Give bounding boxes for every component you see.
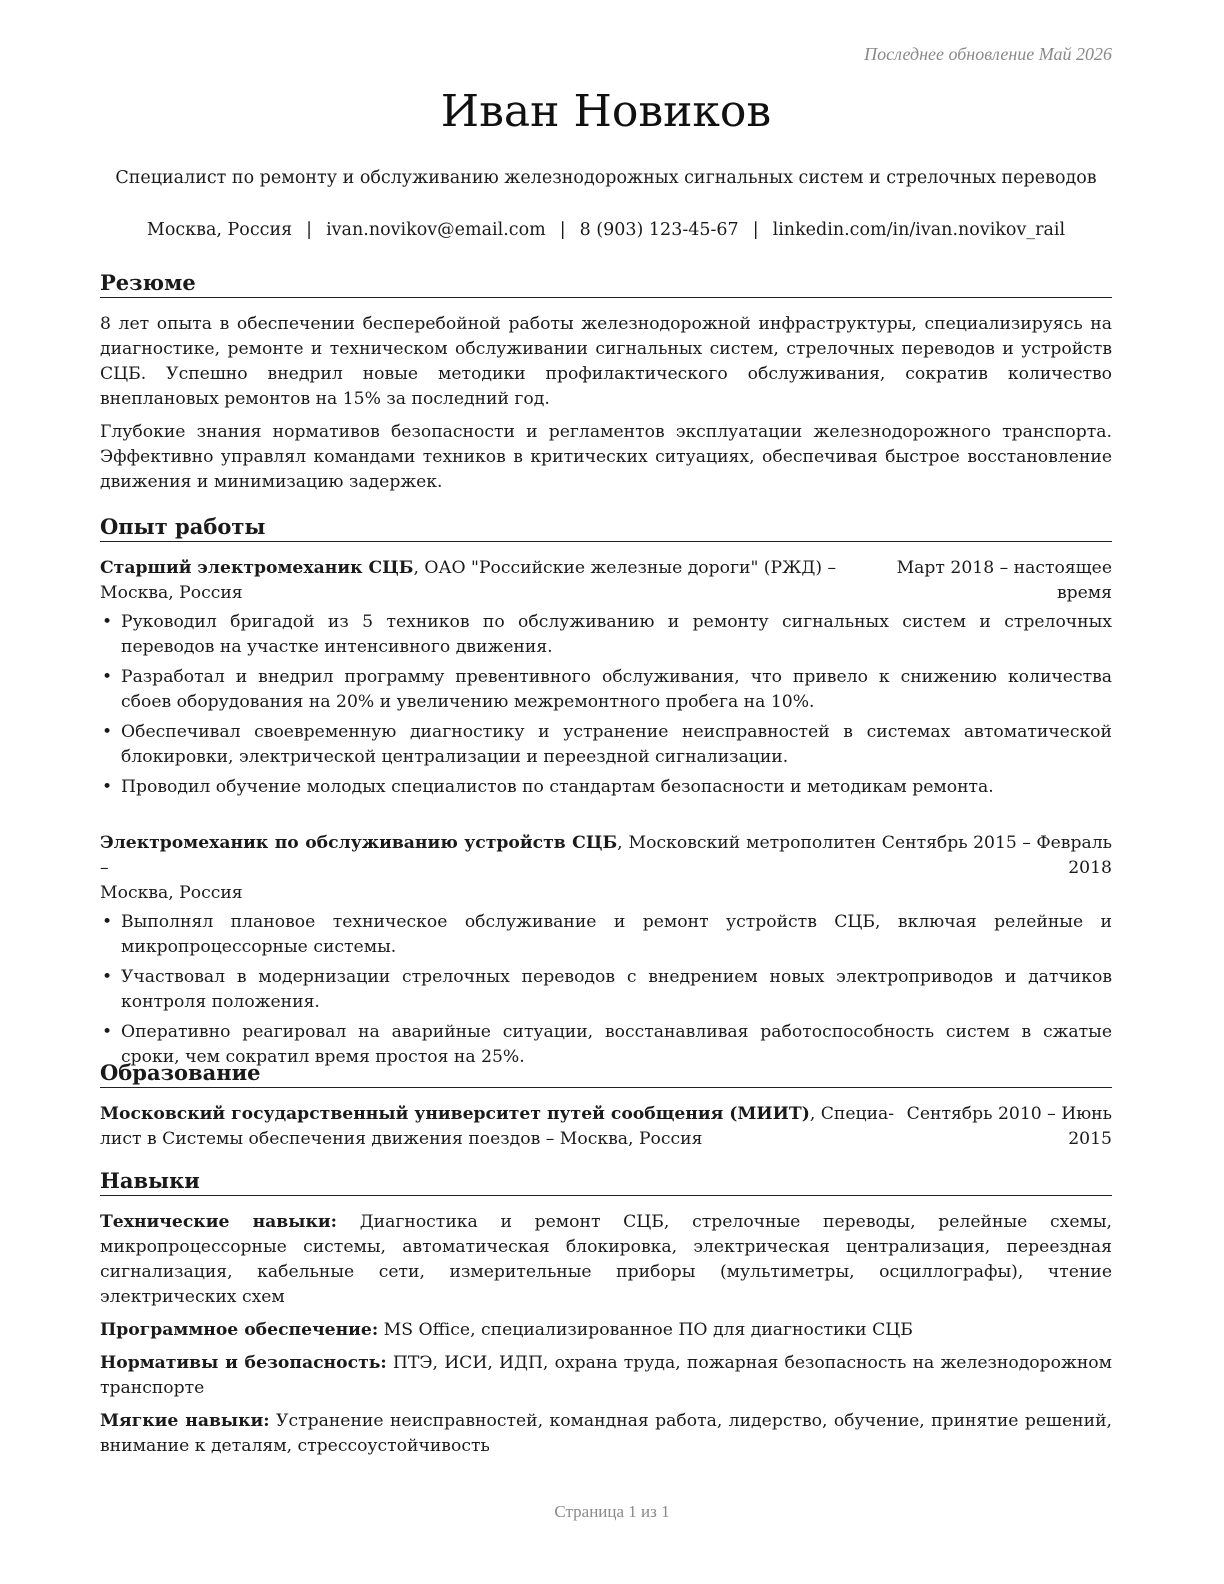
- education-entry: [100, 1102, 1112, 1152]
- skill-value: MS Office, специализированное ПО для диагностики СЦБ: [378, 1320, 913, 1340]
- skill-label: Программное обеспечение:: [100, 1320, 379, 1340]
- contact-separator: |: [559, 220, 566, 240]
- summary-paragraph: Глубокие знания нормативов безопасности и регламентов эксплуатации железнодорожного транспорта. Эффективно управлял командами техников в критических ситуациях, обеспечивая быстрое восстановление движения и минимизацию задержек.: [100, 422, 1112, 492]
- job-bullets: [100, 610, 1112, 800]
- section-title-experience: Опыт работы: [100, 514, 1112, 542]
- job-bullet: • Оперативно реагировал на аварийные ситуации, восстанавливая работоспособность систем в сжатые сроки, чем сократил время простоя на 25%.: [100, 1020, 1112, 1070]
- job-location: Москва, Россия: [100, 883, 243, 903]
- education-degree: , Специа-: [809, 1104, 895, 1124]
- job-role: Старший электромеханик СЦБ: [100, 558, 414, 578]
- last-updated: Последнее обновление Май 2026: [864, 44, 1112, 64]
- job-dates: Сентябрь 2015 – Февраль: [881, 833, 1112, 853]
- contact-location: Москва, Россия: [146, 220, 293, 240]
- job-bullet: • Выполнял плановое техническое обслуживание и ремонт устройств СЦБ, включая релейные и микропроцессорные системы.: [100, 910, 1112, 960]
- skill-row: [100, 1409, 1112, 1459]
- job-bullet: • Обеспечивал своевременную диагностику и устранение неисправностей в системах автоматической блокировки, электрической централизации и переездной сигнализации.: [100, 720, 1112, 770]
- page-number: Страница 1 из 1: [554, 1502, 670, 1521]
- contact-line: [100, 220, 1112, 240]
- section-title-education: Образование: [100, 1060, 1112, 1088]
- job-dates-cont: время: [1056, 583, 1112, 603]
- skill-label: Технические навыки:: [100, 1212, 337, 1232]
- skill-row: [100, 1351, 1112, 1401]
- contact-separator: |: [752, 220, 759, 240]
- skill-value: Диагностика и ремонт СЦБ, стрелочные переводы, релейные схемы, микропроцессорные системы, автоматическая блокировка, электрическая централизация, переездная сигнализация, кабельные сети, измерительные приборы (мультиметры, осциллографы), чтение электрических схем: [100, 1212, 1112, 1307]
- summary-section: [100, 270, 1112, 503]
- job-dates-cont: 2018: [1068, 858, 1112, 878]
- job-bullet: • Проводил обучение молодых специалистов по стандартам безопасности и методикам ремонта.: [100, 775, 1112, 800]
- skill-label: Нормативы и безопасность:: [100, 1353, 387, 1373]
- job-entry: [100, 831, 1112, 1070]
- education-dates: Сентябрь 2010 – Июнь: [906, 1104, 1112, 1124]
- contact-email[interactable]: ivan.novikov@email.com: [326, 220, 546, 240]
- job-bullet: • Разработал и внедрил программу превентивного обслуживания, что привело к снижению количества сбоев оборудования на 20% и увеличению межремонтного пробега на 10%.: [100, 665, 1112, 715]
- candidate-name: Иван Новиков: [440, 86, 772, 137]
- job-bullets: [100, 910, 1112, 1070]
- contact-separator: |: [306, 220, 313, 240]
- job-company: , ОАО "Российские железные дороги" (РЖД) –: [413, 558, 837, 578]
- job-role: Электромеханик по обслуживанию устройств СЦБ: [100, 833, 618, 853]
- job-bullet: • Участвовал в модернизации стрелочных переводов с внедрением новых электроприводов и датчиков контроля положения.: [100, 965, 1112, 1015]
- job-header: [100, 831, 1112, 906]
- job-entry: [100, 556, 1112, 800]
- skill-value: ПТЭ, ИСИ, ИДП, охрана труда, пожарная безопасность на железнодорожном транспорте: [100, 1353, 1112, 1398]
- job-dates: Март 2018 – настоящее: [896, 558, 1112, 578]
- headline: Специалист по ремонту и обслуживанию железнодорожных сигнальных систем и стрелочных переводов: [115, 168, 1097, 188]
- experience-section: [100, 514, 1112, 1075]
- skill-row: [100, 1210, 1112, 1310]
- section-title-skills: Навыки: [100, 1168, 1112, 1196]
- job-location: Москва, Россия: [100, 583, 243, 603]
- job-company: , Московский метрополитен –: [100, 833, 876, 878]
- job-header: [100, 556, 1112, 606]
- skills-section: [100, 1168, 1112, 1467]
- section-title-summary: Резюме: [100, 270, 1112, 298]
- skill-value: Устранение неисправностей, командная работа, лидерство, обучение, принятие решений, внимание к деталям, стрессоустойчивость: [100, 1411, 1112, 1456]
- contact-linkedin[interactable]: linkedin.com/in/ivan.novikov_rail: [772, 220, 1066, 240]
- education-dates-cont: 2015: [1068, 1129, 1112, 1149]
- contact-phone[interactable]: 8 (903) 123-45-67: [579, 220, 739, 240]
- education-degree-cont: лист в Системы обеспечения движения поездов – Москва, Россия: [100, 1129, 703, 1149]
- skill-label: Мягкие навыки:: [100, 1411, 270, 1431]
- skill-row: [100, 1318, 1112, 1343]
- job-bullet: • Руководил бригадой из 5 техников по обслуживанию и ремонту сигнальных систем и стрелочных переводов на участке интенсивного движения.: [100, 610, 1112, 660]
- education-school: Московский государственный университет путей сообщения (МИИТ): [100, 1104, 810, 1124]
- summary-paragraph: 8 лет опыта в обеспечении бесперебойной работы железнодорожной инфраструктуры, специализируясь на диагностике, ремонте и техническом обслуживании сигнальных систем, стрелочных переводов и устройств СЦБ. Успешно внедрил новые методики профилактического обслуживания, сократив количество внеплановых ремонтов на 15% за последний год.: [100, 314, 1112, 409]
- education-section: [100, 1060, 1112, 1152]
